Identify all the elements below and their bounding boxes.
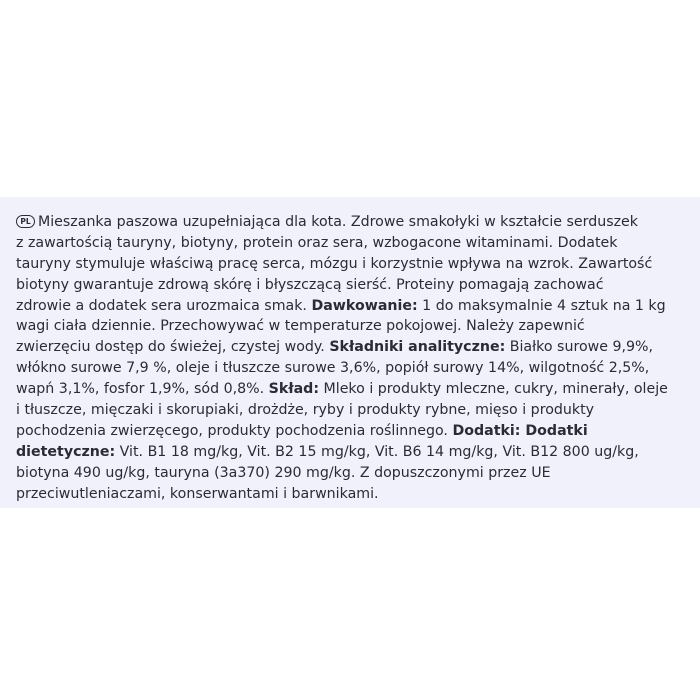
label-text-block (16, 212, 686, 504)
label-line: pochodzenia zwierzęcego, produkty pochodzenia roślinnego. Dodatki: Dodatki (16, 422, 588, 439)
label-line: zdrowie a dodatek sera urozmaica smak. Dawkowanie: 1 do maksymalnie 4 sztuk na 1 kg (16, 297, 666, 314)
label-line: zwierzęciu dostęp do świeżej, czystej wody. Składniki analityczne: Białko surowe 9,9%, (16, 339, 654, 356)
language-badge: PL (16, 215, 35, 228)
composition-heading: Skład: (268, 381, 319, 398)
additives-heading: Dodatki: Dodatki (452, 422, 588, 439)
analytical-constituents-heading: Składniki analityczne: (329, 339, 506, 356)
label-line: dietetyczne: Vit. B1 18 mg/kg, Vit. B2 15 mg/kg, Vit. B6 14 mg/kg, Vit. B12 800 ug/kg, (16, 443, 639, 460)
label-line: PL Mieszanka paszowa uzupełniająca dla kota. Zdrowe smakołyki w kształcie serduszek (16, 212, 686, 233)
label-line: i tłuszcze, mięczaki i skorupiaki, drożdże, ryby i produkty rybne, mięso i produkty (16, 402, 595, 419)
label-line: włókno surowe 7,9 %, oleje i tłuszcze surowe 3,6%, popiół surowy 14%, wilgotność 2,5%, (16, 360, 650, 377)
label-line: wapń 3,1%, fosfor 1,9%, sód 0,8%. Skład: Mleko i produkty mleczne, cukry, minerały, oleje (16, 381, 668, 398)
label-line: biotyna 490 ug/kg, tauryna (3a370) 290 mg/kg. Z dopuszczonymi przez UE (16, 464, 551, 481)
dosage-heading: Dawkowanie: (311, 297, 418, 314)
label-line: tauryny stymuluje właściwą pracę serca, mózgu i korzystnie wpływa na wzrok. Zawartość (16, 255, 653, 272)
label-line: biotyny gwarantuje zdrową skórę i błyszczącą sierść. Proteiny pomagają zachować (16, 276, 604, 293)
label-line: wagi ciała dziennie. Przechowywać w temperaturze pokojowej. Należy zapewnić (16, 318, 585, 335)
label-line: z zawartością tauryny, biotyny, protein oraz sera, wzbogacone witaminami. Dodatek (16, 234, 618, 251)
label-line: przeciwutleniaczami, konserwantami i barwnikami. (16, 485, 379, 502)
additives-heading-cont: dietetyczne: (16, 443, 116, 460)
